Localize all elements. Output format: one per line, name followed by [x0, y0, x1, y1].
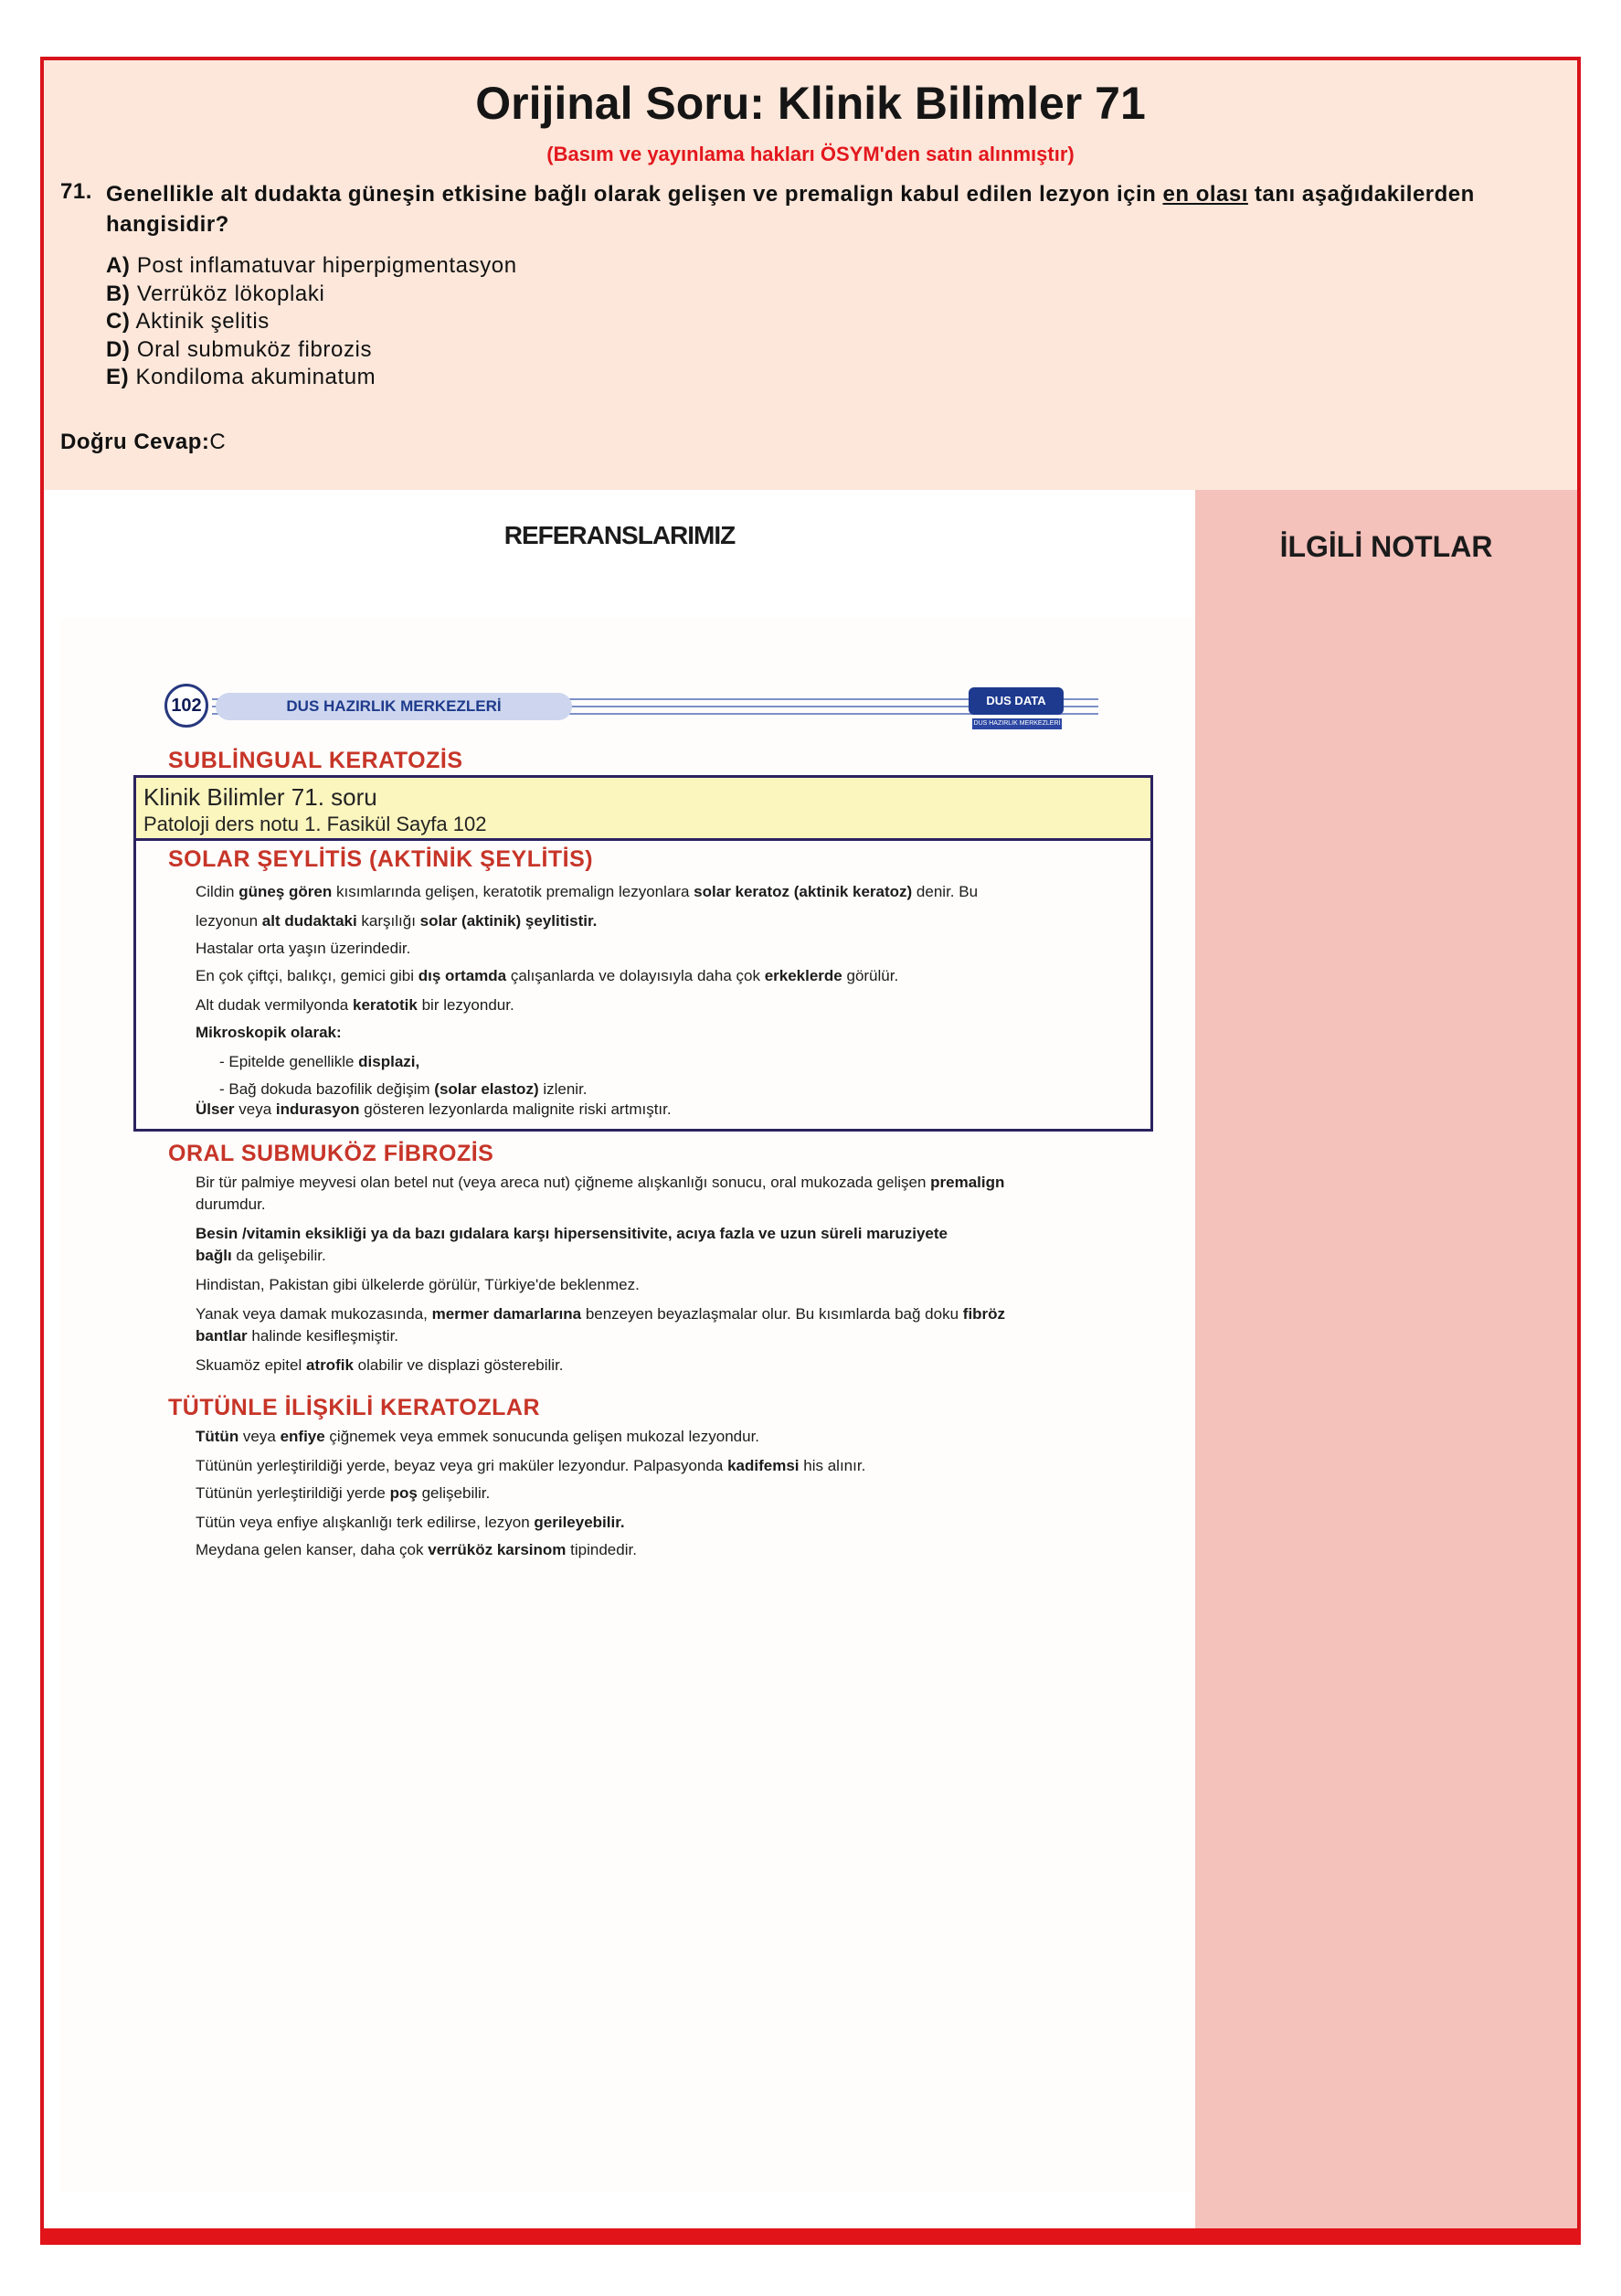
option-b — [106, 281, 517, 309]
reference-line: Tütün veya enfiye alışkanlığı terk edilirse, lezyon gerileyebilir. — [196, 1514, 625, 1531]
option-letter: C) — [106, 309, 131, 334]
reference-line: Yanak veya damak mukozasında, mermer damarlarına benzeyen beyazlaşmalar olur. Bu kısımlarda bağ doku fibröz — [196, 1305, 1006, 1323]
reference-line: Ülser veya indurasyon gösteren lezyonlarda malignite riski artmıştır. — [196, 1100, 672, 1118]
reference-line: Hindistan, Pakistan gibi ülkelerde görülür, Türkiye'de beklenmez. — [196, 1276, 640, 1293]
option-letter: B) — [106, 281, 131, 306]
section-title-solar: SOLAR ŞEYLİTİS (AKTİNİK ŞEYLİTİS) — [168, 846, 594, 872]
question-text — [106, 179, 1531, 239]
option-text: Kondiloma akuminatum — [135, 365, 376, 389]
reference-line: Meydana gelen kanser, daha çok verrüköz karsinom tipindedir. — [196, 1541, 637, 1558]
notes-panel — [1195, 490, 1577, 2228]
section-title-oral: ORAL SUBMUKÖZ FİBROZİS — [168, 1141, 494, 1166]
page-title: Orijinal Soru: Klinik Bilimler 71 — [475, 78, 1146, 129]
question-text-part1: Genellikle alt dudakta güneşin etkisine bağlı olarak gelişen ve premalign kabul edilen lezyon için — [106, 182, 1163, 207]
header-label: DUS HAZIRLIK MERKEZLERİ — [216, 693, 572, 720]
section-title-tutun: TÜTÜNLE İLİŞKİLİ KERATOZLAR — [168, 1395, 540, 1420]
annotation-source: Patoloji ders notu 1. Fasikül Sayfa 102 — [143, 813, 487, 835]
reference-line: Tütün veya enfiye çiğnemek veya emmek sonucunda gelişen mukozal lezyondur. — [196, 1428, 760, 1445]
logo-text: DUS DATA — [969, 687, 1064, 715]
reference-line: Skuamöz epitel atrofik olabilir ve displazi gösterebilir. — [196, 1356, 564, 1374]
option-text: Verrüköz lökoplaki — [136, 281, 325, 306]
reference-line: Alt dudak vermilyonda keratotik bir lezyondur. — [196, 996, 514, 1014]
reference-line: Besin /vitamin eksikliği ya da bazı gıdalara karşı hipersensitivite, acıya fazla ve uzun süreli maruziyete — [196, 1225, 948, 1242]
notes-heading: İLGİLİ NOTLAR — [1279, 530, 1493, 563]
reference-line: Tütünün yerleştirildiği yerde poş gelişebilir. — [196, 1484, 491, 1502]
dusdata-logo — [969, 684, 1069, 731]
reference-line: bantlar halinde kesifleşmiştir. — [196, 1327, 399, 1345]
logo-subtext: DUS HAZIRLIK MERKEZLERİ — [972, 718, 1062, 729]
reference-line: - Epitelde genellikle displazi, — [219, 1053, 420, 1070]
option-letter: A) — [106, 253, 131, 278]
bottom-bar — [40, 2228, 1581, 2245]
reference-line: bağlı da gelişebilir. — [196, 1247, 326, 1264]
option-d — [106, 336, 517, 365]
question-text-part2: tanı aşağıdakilerden hangisidir? — [106, 182, 1475, 237]
question-panel — [44, 60, 1577, 490]
reference-line: durumdur. — [196, 1196, 266, 1213]
reference-line: lezyonun alt dudaktaki karşılığı solar (aktinik) şeylitistir. — [196, 912, 598, 930]
option-text: Oral submuköz fibrozis — [136, 336, 373, 362]
page-number-badge: 102 — [164, 684, 208, 728]
option-c — [106, 308, 517, 336]
section-title-sublingual: SUBLİNGUAL KERATOZİS — [168, 748, 463, 773]
reference-line: Hastalar orta yaşın üzerindedir. — [196, 940, 411, 957]
option-e — [106, 364, 517, 392]
answer-options — [106, 252, 517, 392]
answer-value: C — [209, 430, 227, 454]
reference-line: Mikroskopik olarak: — [196, 1024, 342, 1041]
annotation-box — [133, 775, 1153, 841]
question-number: 71. — [60, 179, 92, 204]
option-letter: D) — [106, 336, 131, 362]
question-text-emphasis: en olası — [1162, 182, 1248, 207]
reference-line: En çok çiftçi, balıkçı, gemici gibi dış ortamda çalışanlarda ve dolayısıyla daha çok erkeklerde görülür. — [196, 967, 899, 984]
reference-line: Bir tür palmiye meyvesi olan betel nut (veya areca nut) çiğneme alışkanlığı sonucu, oral mukozada gelişen premalign — [196, 1174, 1005, 1191]
references-heading: REFERANSLARIMIZ — [503, 521, 736, 549]
copyright-notice: (Basım ve yayınlama hakları ÖSYM'den satın alınmıştır) — [546, 143, 1075, 165]
reference-line: Tütünün yerleştirildiği yerde, beyaz veya gri maküler lezyondur. Palpasyonda kadifemsi his alınır. — [196, 1457, 866, 1474]
option-letter: E) — [106, 365, 130, 389]
option-a — [106, 252, 517, 281]
option-text: Post inflamatuvar hiperpigmentasyon — [136, 253, 517, 278]
reference-line: Cildin güneş gören kısımlarında gelişen, keratotik premalign lezyonlara solar keratoz (aktinik keratoz) denir. Bu — [196, 883, 979, 900]
answer-label: Doğru Cevap: — [60, 430, 210, 454]
annotation-title: Klinik Bilimler 71. soru — [143, 783, 377, 811]
correct-answer — [60, 430, 226, 455]
option-text: Aktinik şelitis — [135, 309, 270, 334]
reference-line: - Bağ dokuda bazofilik değişim (solar elastoz) izlenir. — [219, 1080, 588, 1098]
reference-page-header — [164, 684, 1060, 731]
